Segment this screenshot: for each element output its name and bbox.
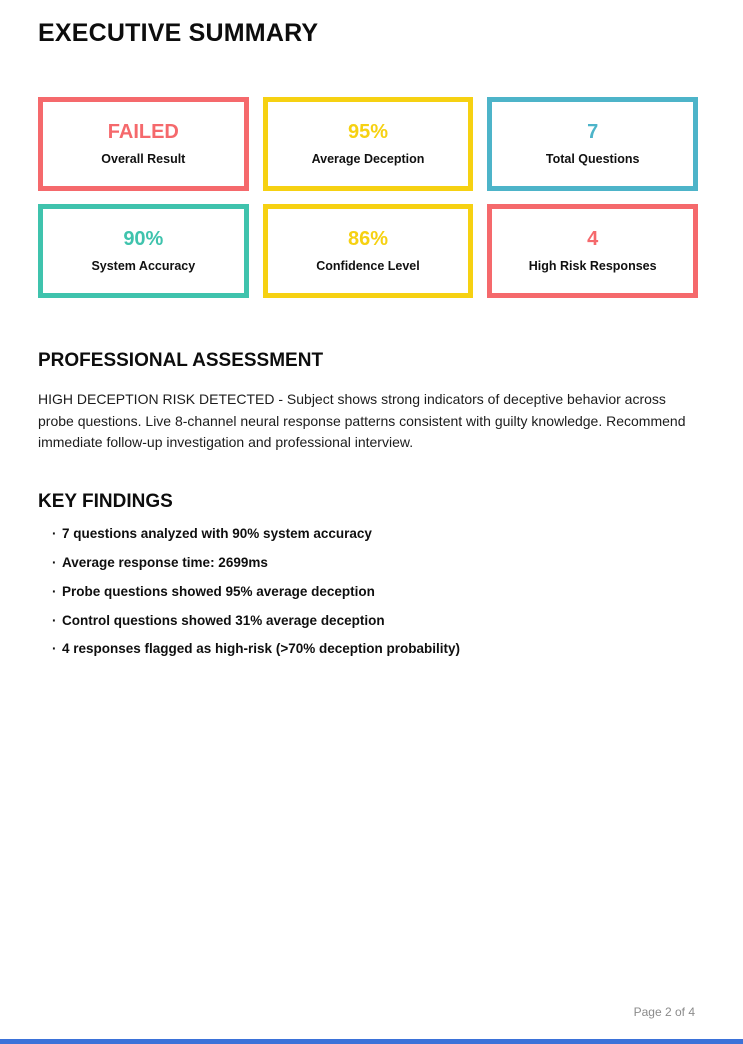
- stat-card: [263, 97, 474, 191]
- bottom-accent-bar: [0, 1039, 743, 1044]
- findings-section-heading: KEY FINDINGS: [38, 491, 173, 513]
- stat-value: 4: [587, 228, 599, 250]
- assessment-section-heading: PROFESSIONAL ASSESSMENT: [38, 350, 324, 371]
- finding-item: [38, 527, 698, 542]
- bullet-icon: ·: [52, 554, 57, 570]
- stat-card: [38, 97, 249, 191]
- finding-text: 7 questions analyzed with 90% system accuracy: [62, 526, 372, 542]
- stat-label: High Risk Responses: [528, 259, 657, 273]
- stat-value: 95%: [347, 121, 388, 143]
- finding-text: Average response time: 2699ms: [62, 554, 268, 570]
- stat-value: FAILED: [107, 121, 179, 143]
- stat-card: [487, 97, 698, 191]
- stat-card: [38, 204, 249, 298]
- finding-text: Probe questions showed 95% average deception: [62, 583, 375, 599]
- bullet-icon: ·: [52, 526, 57, 542]
- stat-card: [263, 204, 474, 298]
- stat-label: Confidence Level: [316, 259, 420, 273]
- findings-list: [38, 527, 698, 657]
- bullet-icon: ·: [52, 583, 57, 599]
- stat-value: 86%: [347, 228, 388, 250]
- stat-label: Average Deception: [311, 152, 425, 166]
- bullet-icon: ·: [52, 641, 57, 657]
- stat-label: Total Questions: [545, 152, 640, 166]
- stats-grid: [38, 97, 698, 298]
- page-title: EXECUTIVE SUMMARY: [38, 19, 319, 47]
- stat-value: 7: [587, 121, 599, 143]
- report-page-content: [38, 0, 698, 657]
- assessment-body-text: HIGH DECEPTION RISK DETECTED - Subject shows strong indicators of deceptive behavior across probe questions. Live 8-channel neural response patterns consistent with guilty knowledge. Recommend immediate follow-up investigation and professional interview.: [38, 391, 686, 451]
- stat-value: 90%: [123, 228, 164, 250]
- bullet-icon: ·: [52, 612, 57, 628]
- finding-item: [38, 585, 698, 600]
- finding-item: [38, 556, 698, 571]
- finding-text: 4 responses flagged as high-risk (>70% deception probability): [62, 641, 460, 657]
- stat-label: Overall Result: [101, 152, 186, 166]
- stat-label: System Accuracy: [91, 259, 196, 273]
- stat-card: [487, 204, 698, 298]
- finding-item: [38, 614, 698, 629]
- finding-text: Control questions showed 31% average deception: [62, 612, 385, 628]
- page-number-footer: Page 2 of 4: [633, 1005, 695, 1019]
- finding-item: [38, 642, 698, 657]
